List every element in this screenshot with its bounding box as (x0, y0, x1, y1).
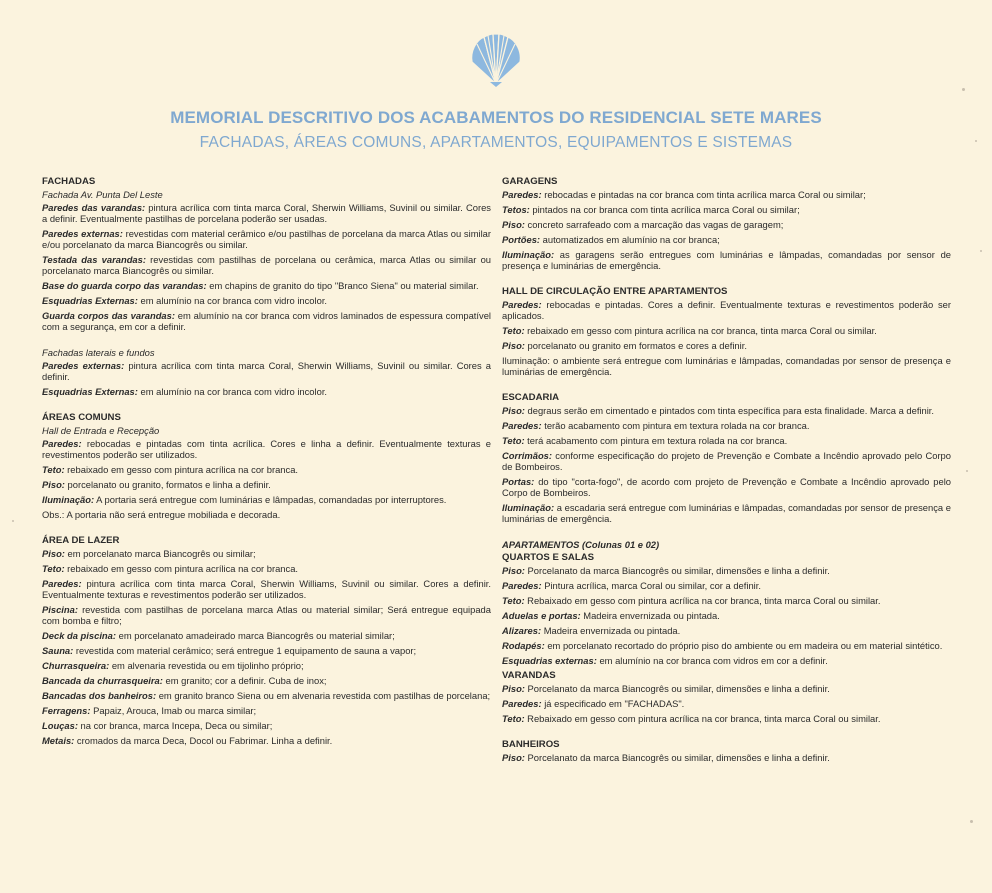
section-title: ÁREA DE LAZER (42, 535, 120, 546)
spec-item (502, 249, 951, 271)
spec-item (502, 435, 951, 446)
section-apartamentos (502, 539, 951, 763)
page-subtitle: FACHADAS, ÁREAS COMUNS, APARTAMENTOS, EQUIPAMENTOS E SISTEMAS (199, 134, 793, 151)
spec-text: Pintura acrílica, marca Coral ou similar, cor a definir. (541, 580, 761, 591)
spec-label: Portas: (502, 476, 535, 487)
spec-label: Testada das varandas: (42, 254, 146, 265)
spec-label: Paredes externas: (42, 360, 125, 371)
spec-list (502, 683, 951, 724)
spec-item (502, 299, 951, 321)
spec-label: Paredes: (502, 189, 542, 200)
spec-item (502, 219, 951, 230)
spec-text: cromados da marca Deca, Docol ou Fabrimar. Linha a definir. (74, 735, 333, 746)
spec-item (42, 675, 491, 686)
spec-text: revestidas com pastilhas de porcelana ou cerâmica, marca Atlas ou similar ou porcelanato marca Biancogrês ou similar. (42, 254, 491, 276)
spec-text: rebaixado em gesso com pintura acrílica na cor branca. (64, 464, 299, 475)
spec-label: Esquadrias Externas: (42, 295, 138, 306)
spec-label: Portões: (502, 234, 541, 245)
spec-text: Madeira envernizada ou pintada. (541, 625, 681, 636)
spec-label: Piso: (42, 479, 65, 490)
spec-label: Piso: (42, 548, 65, 559)
spec-item (42, 386, 491, 397)
spec-item (502, 189, 951, 200)
spec-text: Rebaixado em gesso com pintura acrílica na cor branca, tinta marca Coral ou similar. (524, 713, 881, 724)
spec-label: Piso: (502, 683, 525, 694)
spec-list (502, 189, 951, 271)
spec-text: em alumínio na cor branca com vidro incolor. (137, 295, 328, 306)
section-areas-comuns (42, 412, 491, 520)
spec-list (502, 299, 951, 377)
spec-text: Madeira envernizada ou pintada. (580, 610, 720, 621)
spec-label: Paredes externas: (42, 228, 123, 239)
spec-item (502, 698, 951, 709)
spec-text: as garagens serão entregues com luminárias e lâmpadas, comandadas por sensor de presença e luminárias de emergência. (502, 249, 951, 271)
spec-text: pintura acrílica com tinta marca Coral, Sherwin Williams, Suvinil ou similar. Cores a definir. Eventualmente pastilhas de porcelana poderão ser usadas. (42, 202, 491, 224)
spec-item (42, 660, 491, 671)
spec-text: já especificado em "FACHADAS". (541, 698, 685, 709)
spec-item (42, 705, 491, 716)
spec-list (502, 405, 951, 524)
speckle (970, 820, 973, 823)
spec-text: revestida com pastilhas de porcelana marca Atlas ou material similar; Será entregue equipada com bomba e filtro; (42, 604, 491, 626)
spec-text: revestidas com material cerâmico e/ou pastilhas de porcelana da marca Atlas ou similar e/ou porcelanato da marca Biancogrês ou similar. (42, 228, 492, 250)
spec-label: Bancadas dos banheiros: (42, 690, 157, 701)
left-column (42, 176, 491, 750)
spec-label: Alizares: (502, 625, 542, 636)
spec-text: rebocadas e pintadas. Cores a definir. Eventualmente texturas e revestimentos poderão ser aplicados. (502, 299, 951, 321)
spec-list (42, 360, 491, 397)
spec-label: Louças: (42, 720, 78, 731)
spec-text: a escadaria será entregue com luminárias e lâmpadas, comandadas por sensor de presença e luminárias de emergência. (502, 502, 951, 524)
spec-label: Guarda corpos das varandas: (42, 310, 175, 321)
spec-item (502, 610, 951, 621)
section-title: ÁREAS COMUNS (42, 412, 121, 423)
spec-item (42, 735, 491, 746)
spec-item (502, 340, 951, 351)
spec-label: Iluminação: (502, 502, 555, 513)
spec-item (42, 280, 491, 291)
spec-item (502, 405, 951, 416)
spec-text: revestida com material cerâmico; será entregue 1 equipamento de sauna a vapor; (73, 645, 417, 656)
spec-item (502, 625, 951, 636)
spec-label: Churrasqueira: (42, 660, 110, 671)
spec-list (42, 438, 491, 520)
spec-label: Esquadrias Externas: (42, 386, 138, 397)
spec-label: Piscina: (42, 604, 78, 615)
section-title: FACHADAS (42, 176, 96, 187)
subsection-title: Hall de Entrada e Recepção (42, 425, 160, 436)
spec-list (502, 565, 951, 666)
section-fachadas (42, 176, 491, 397)
spec-text: Porcelanato da marca Biancogrês ou similar, dimensões e linha a definir. (524, 683, 830, 694)
spec-label: Paredes: (502, 299, 542, 310)
spec-item (42, 509, 491, 520)
spec-text: A portaria será entregue com luminárias e lâmpadas, comandadas por interruptores. (94, 494, 447, 505)
subsection-title: Fachada Av. Punta Del Leste (42, 189, 163, 200)
spec-item (502, 204, 951, 215)
spec-text: em alumínio na cor branca com vidros laminados de espessura compatível com a segurança, em cor a definir. (42, 310, 491, 332)
seashell-icon (468, 32, 524, 88)
spec-item (42, 563, 491, 574)
spec-text: porcelanato ou granito, formatos e linha a definir. (64, 479, 271, 490)
spec-item (502, 683, 951, 694)
section-title: ESCADARIA (502, 392, 560, 403)
page-title: MEMORIAL DESCRITIVO DOS ACABAMENTOS DO RESIDENCIAL SETE MARES (170, 108, 822, 127)
spec-item (502, 565, 951, 576)
spec-item (42, 720, 491, 731)
spec-text: Papaiz, Arouca, Imab ou marca similar; (90, 705, 257, 716)
spec-item (42, 645, 491, 656)
section-garagens (502, 176, 951, 271)
spec-label: Piso: (502, 340, 525, 351)
spec-text: concreto sarrafeado com a marcação das vagas de garagem; (524, 219, 784, 230)
spec-text: em alumínio na cor branca com vidros em cor a definir. (596, 655, 828, 666)
spec-label: Ferragens: (42, 705, 91, 716)
spec-label: Iluminação: (42, 494, 95, 505)
spec-label: Paredes: (502, 420, 542, 431)
spec-item (502, 325, 951, 336)
spec-label: Rodapés: (502, 640, 545, 651)
spec-label: Corrimãos: (502, 450, 553, 461)
spec-item (42, 578, 491, 600)
spec-item (42, 690, 491, 701)
spec-text: em chapins de granito do tipo "Branco Siena" ou material similar. (206, 280, 479, 291)
spec-text: em porcelanato amadeirado marca Biancogrês ou material similar; (116, 630, 395, 641)
spec-text: rebaixado em gesso com pintura acrílica na cor branca. (64, 563, 299, 574)
spec-item (42, 310, 491, 332)
right-column (502, 176, 951, 767)
subsection-title: Fachadas laterais e fundos (42, 347, 155, 358)
spec-label: Teto: (502, 713, 525, 724)
section-hall (502, 286, 951, 377)
spec-text: em porcelanato recortado do próprio piso do ambiente ou em madeira ou em material sintético. (544, 640, 943, 651)
section-area-de-lazer (42, 535, 491, 746)
spec-label: Teto: (502, 435, 525, 446)
spec-text: porcelanato ou granito em formatos e cores a definir. (524, 340, 747, 351)
spec-label: Piso: (502, 219, 525, 230)
spec-item (502, 420, 951, 431)
spec-label: Paredes: (502, 580, 542, 591)
spec-item (502, 580, 951, 591)
spec-text: rebocadas e pintadas na cor branca com tinta acrílica marca Coral ou similar; (541, 189, 866, 200)
spec-item (42, 202, 491, 224)
spec-item (502, 595, 951, 606)
spec-text: na cor branca, marca Incepa, Deca ou similar; (77, 720, 273, 731)
section-title: QUARTOS E SALAS (502, 552, 595, 563)
spec-text: Rebaixado em gesso com pintura acrílica na cor branca, tinta marca Coral ou similar. (524, 595, 881, 606)
spec-item (502, 502, 951, 524)
spec-label: Piso: (502, 405, 525, 416)
spec-item (42, 479, 491, 490)
spec-item (502, 450, 951, 472)
spec-item (502, 355, 951, 377)
spec-list (42, 202, 491, 332)
spec-label: Deck da piscina: (42, 630, 116, 641)
spec-item (502, 655, 951, 666)
spec-text: pintura acrílica com tinta marca Coral, Sherwin Williams, Suvinil ou similar. Cores a definir. Eventualmente texturas e revestimentos poderão ser utilizados. (42, 578, 491, 600)
section-title: VARANDAS (502, 670, 556, 681)
speckle (966, 470, 968, 472)
spec-text: Obs.: A portaria não será entregue mobiliada e decorada. (42, 509, 281, 520)
spec-label: Piso: (502, 565, 525, 576)
spec-label: Teto: (42, 464, 65, 475)
section-title: GARAGENS (502, 176, 558, 187)
spec-label: Tetos: (502, 204, 530, 215)
spec-item (502, 234, 951, 245)
spec-item (502, 476, 951, 498)
spec-item (42, 295, 491, 306)
spec-label: Paredes: (42, 578, 82, 589)
spec-label: Teto: (42, 563, 65, 574)
spec-item (42, 360, 491, 382)
spec-label: Paredes: (42, 438, 82, 449)
spec-item (502, 713, 951, 724)
spec-text: rebocadas e pintadas com tinta acrílica. Cores e linha a definir. Eventualmente texturas e revestimentos poderão ser utilizados. (42, 438, 491, 460)
spec-label: Metais: (42, 735, 75, 746)
spec-item (502, 640, 951, 651)
spec-label: Base do guarda corpo das varandas: (42, 280, 207, 291)
spec-text: em porcelanato marca Biancogrês ou similar; (64, 548, 256, 559)
spec-item (42, 464, 491, 475)
spec-item (42, 630, 491, 641)
spec-text: degraus serão em cimentado e pintados com tinta específica para esta finalidade. Marca a definir. (524, 405, 935, 416)
speckle (980, 250, 982, 252)
spec-label: Teto: (502, 325, 525, 336)
spec-text: pintura acrílica com tinta marca Coral, Sherwin Williams, Suvinil ou similar. Cores a definir. (42, 360, 491, 382)
section-title: HALL DE CIRCULAÇÃO ENTRE APARTAMENTOS (502, 286, 728, 297)
spec-label: Iluminação: (502, 249, 555, 260)
spec-label: Sauna: (42, 645, 74, 656)
spec-text: terá acabamento com pintura em textura rolada na cor branca. (524, 435, 788, 446)
spec-text: em granito branco Siena ou em alvenaria revestida com pastilhas de porcelana; (156, 690, 491, 701)
subsection-title: APARTAMENTOS (Colunas 01 e 02) (502, 539, 660, 550)
spec-text: conforme especificação do projeto de Prevenção e Combate a Incêndio aprovado pelo Corpo de Bombeiros. (502, 450, 951, 472)
spec-text: em alumínio na cor branca com vidro incolor. (137, 386, 328, 397)
spec-label: Piso: (502, 752, 525, 763)
spec-text: terão acabamento com pintura em textura rolada na cor branca. (541, 420, 810, 431)
spec-text: Porcelanato da marca Biancogrês ou similar, dimensões e linha a definir. (524, 565, 830, 576)
spec-label: Teto: (502, 595, 525, 606)
spec-text: em granito; cor a definir. Cuba de inox; (162, 675, 327, 686)
spec-item (42, 438, 491, 460)
spec-item (502, 752, 951, 763)
spec-label: Esquadrias externas: (502, 655, 597, 666)
spec-text: do tipo "corta-fogo", de acordo com projeto de Prevenção e Combate a Incêndio aprovado pelo Corpo de Bombeiros. (502, 476, 951, 498)
spec-text: automatizados em alumínio na cor branca; (540, 234, 720, 245)
spec-item (42, 228, 491, 250)
spec-label: Paredes: (502, 698, 542, 709)
spec-list (42, 548, 491, 746)
speckle (12, 520, 14, 522)
spec-list (502, 752, 951, 763)
section-escadaria (502, 392, 951, 524)
spec-text: pintados na cor branca com tinta acrílica marca Coral ou similar; (529, 204, 800, 215)
spec-item (42, 254, 491, 276)
spec-label: Paredes das varandas: (42, 202, 146, 213)
spec-text: Iluminação: o ambiente será entregue com luminárias e lâmpadas, comandadas por sensor de presença e luminárias de emergência. (502, 355, 951, 377)
spec-text: rebaixado em gesso com pintura acrílica na cor branca, tinta marca Coral ou similar. (524, 325, 877, 336)
spec-text: em alvenaria revestida ou em tijolinho próprio; (109, 660, 304, 671)
spec-item (42, 604, 491, 626)
spec-label: Bancada da churrasqueira: (42, 675, 163, 686)
spec-item (42, 494, 491, 505)
spec-text: Porcelanato da marca Biancogrês ou similar, dimensões e linha a definir. (524, 752, 830, 763)
spec-item (42, 548, 491, 559)
spec-label: Aduelas e portas: (502, 610, 581, 621)
speckle (962, 88, 965, 91)
section-title: BANHEIROS (502, 739, 560, 750)
